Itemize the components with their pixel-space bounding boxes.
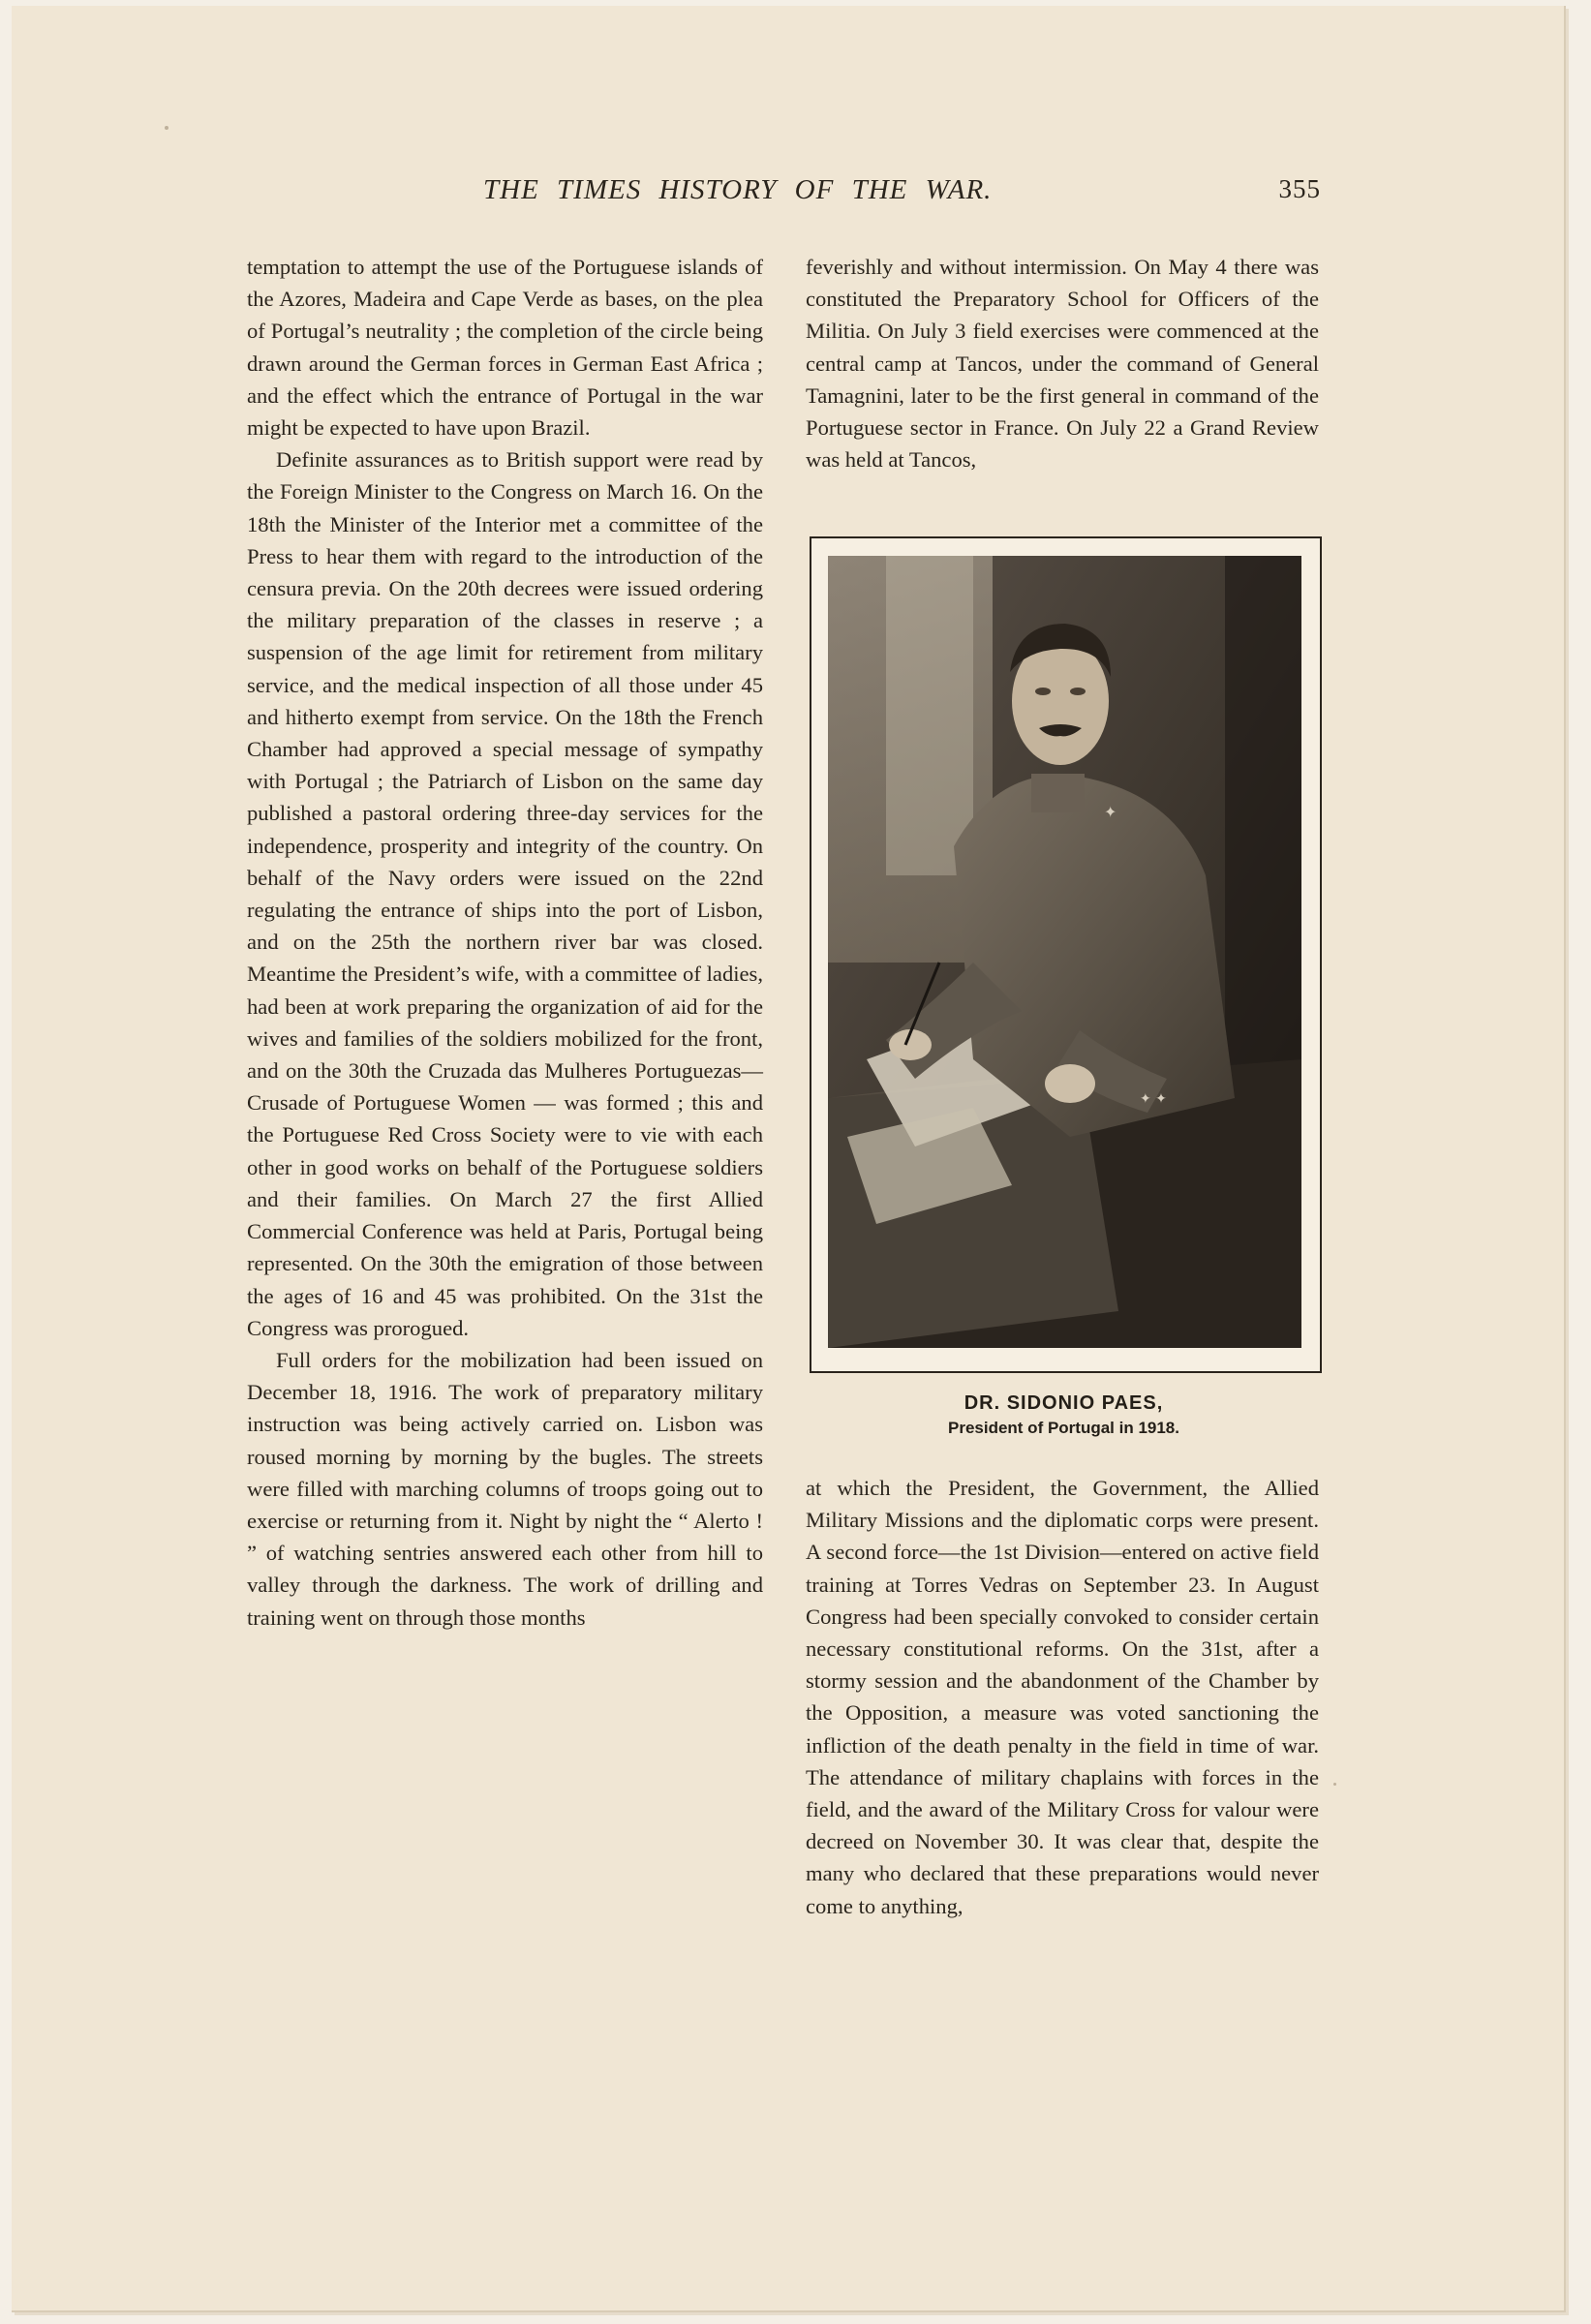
svg-text:✦: ✦ xyxy=(1104,803,1117,821)
svg-text:✦ ✦: ✦ ✦ xyxy=(1140,1091,1167,1107)
caption-subtitle: President of Portugal in 1918. xyxy=(947,1419,1179,1437)
right-text-column-top xyxy=(806,251,1319,475)
portrait-photo xyxy=(828,556,1301,1348)
right-bottom-paragraph: at which the President, the Government, the Allied Military Missions and the diplomatic corps were present. A second force—the 1st Division—entered on active field training at Torres Vedras on September 23. In August Congress had been specially convoked to consider certain necessary constitutional reforms. On the 31st, after a stormy session and the abandonment of the Chamber by the Opposition, a measure was voted sanctioning the infliction of the death penalty in the field in time of war. The attendance of military chaplains with forces in the field, and the award of the Military Cross for valour were decreed on November 30. It was clear that, despite the many who declared that these preparations would never come to anything, xyxy=(806,1476,1319,1918)
photo-caption xyxy=(810,1392,1318,1438)
left-paragraph-1: temptation to attempt the use of the Portuguese islands of the Azores, Madeira and Cape Verde as bases, on the plea of Portugal’s neutrality ; the completion of the circle being drawn around the German forces in German East Africa ; and the effect which the entrance of Portugal in the war might be expected to have upon Brazil. xyxy=(247,255,763,441)
right-top-paragraph: feverishly and without intermission. On May 4 there was constituted the Preparatory School for Officers of the Militia. On July 3 field exercises were commenced at the central camp at Tancos, under the command of General Tamagnini, later to be the first general in command of the Portuguese sector in France. On July 22 a Grand Review was held at Tancos, xyxy=(806,255,1319,473)
running-title: THE TIMES HISTORY OF THE WAR. xyxy=(483,174,993,205)
scan-speck xyxy=(1333,1783,1336,1786)
portrait-frame xyxy=(810,536,1322,1373)
left-paragraph-2: Definite assurances as to British support were read by the Foreign Minister to the Congress on March 16. On the 18th the Minister of the Interior met a committee of the Press to hear them with regard to the introduction of the censura previa. On the 20th decrees were issued ordering the military preparation of the classes in reserve ; a suspension of the age limit for retirement from military service, and the medical inspection of all those under 45 and hitherto exempt from service. On the 18th the French Chamber had approved a special message of sympathy with Portugal ; the Patriarch of Lisbon on the same day published a pastoral ordering three-day services for the independence, prosperity and integrity of the country. On behalf of the Navy orders were issued on the 22nd regulating the entrance of ships into the port of Lisbon, and on the 25th the northern river bar was closed. Meantime the President’s wife, with a committee of ladies, had been at work preparing the organization of aid for the wives and families of the soldiers mobilized for the front, and on the 30th the Cruzada das Mulheres Portuguezas—Crusade of Portuguese Women — was formed ; this and the Portuguese Red Cross Society were to vie with each other in good works on behalf of the Portuguese soldiers and their families. On March 27 the first Allied Commercial Conference was held at Paris, Portugal being represented. On the 30th the emigration of those between the ages of 16 and 45 was prohibited. On the 31st the Congress was prorogued. xyxy=(247,447,763,1340)
caption-name: DR. SIDONIO PAES, xyxy=(964,1392,1164,1414)
portrait-illustration xyxy=(828,556,1301,1348)
right-text-column-bottom xyxy=(806,1472,1319,1922)
scan-speck xyxy=(165,126,168,130)
book-page xyxy=(12,6,1566,2312)
page-number: 355 xyxy=(1278,174,1321,203)
left-text-column xyxy=(247,251,763,1634)
left-paragraph-3: Full orders for the mobilization had been issued on December 18, 1916. The work of preparatory military instruction was being actively carried on. Lisbon was roused morning by morning by the bugles. The streets were filled with marching columns of troops going out to exercise or returning from it. Night by night the “ Alerto ! ” of watching sentries answered each other from hill to valley through the darkness. The work of drilling and training went on through those months xyxy=(247,1347,763,1630)
page-header xyxy=(236,168,1321,207)
